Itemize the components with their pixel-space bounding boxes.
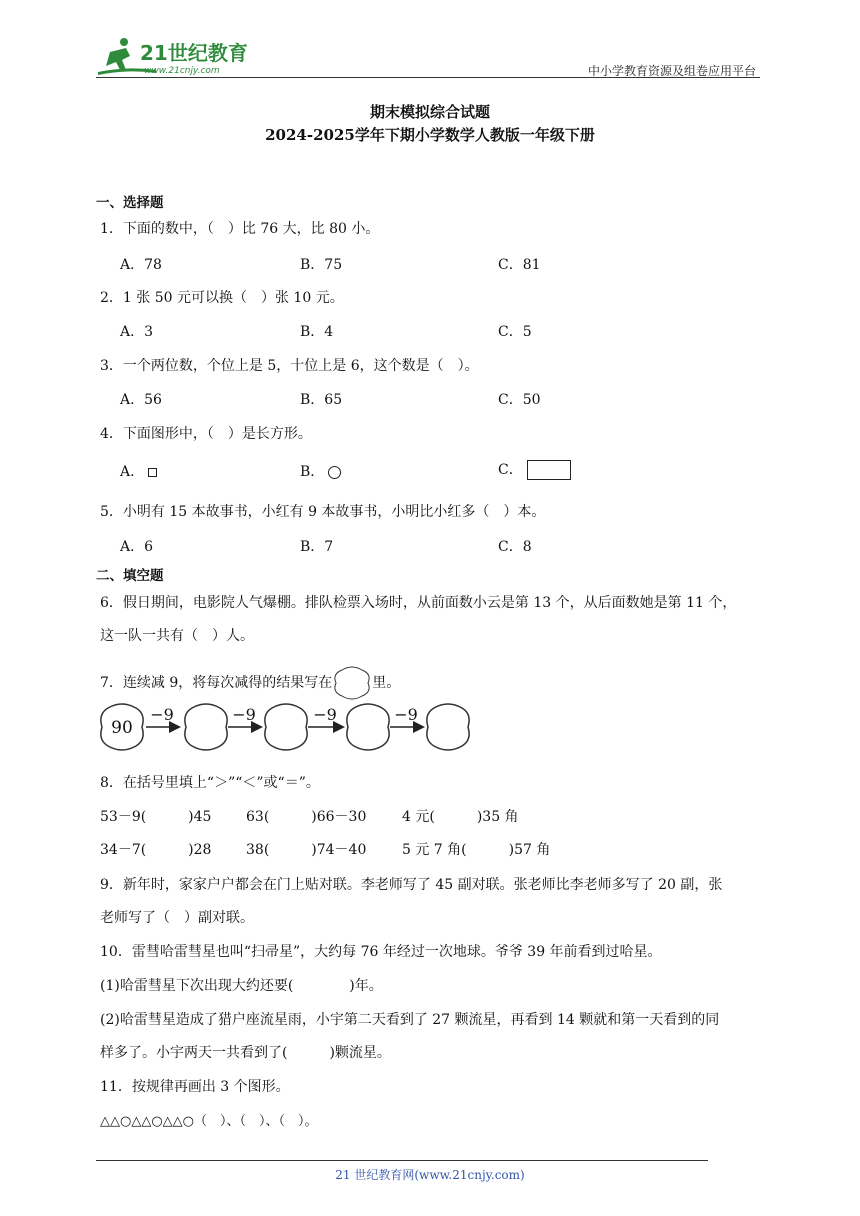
question-10: 10．雷彗哈雷彗星也叫“扫帚星”，大约每 76 年经过一次地球。爷爷 39 年前看到过哈星。 xyxy=(100,944,662,960)
cloud-shape-icon xyxy=(332,664,372,702)
footer-divider xyxy=(96,1160,708,1161)
question-6-line2: 这一队一共有（ ）人。 xyxy=(100,628,254,644)
question-7: 7．连续减 9，将每次减得的结果写在 里。 xyxy=(100,664,400,702)
site-logo xyxy=(96,36,266,78)
option-1a: A．78 xyxy=(120,257,162,273)
question-4: 4．下面图形中，（ ）是长方形。 xyxy=(100,426,312,442)
chain-op-4: −9 xyxy=(394,705,418,724)
chain-op-3: −9 xyxy=(313,705,337,724)
q8-item-2: 63( )66－30 xyxy=(246,809,367,825)
question-8: 8．在括号里填上“＞”“＜”或“＝”。 xyxy=(100,775,320,791)
option-4c: C． xyxy=(498,459,571,480)
q8-item-4: 34－7( )28 xyxy=(100,842,212,858)
option-4b: B． xyxy=(300,461,341,481)
svg-text:21世纪教育: 21世纪教育 xyxy=(140,41,248,65)
option-3c: C．50 xyxy=(498,392,541,408)
option-2c: C．5 xyxy=(498,324,532,340)
question-1: 1．下面的数中，（ ）比 76 大，比 80 小。 xyxy=(100,221,380,237)
circle-icon xyxy=(328,466,341,479)
option-5c: C．8 xyxy=(498,539,532,555)
q8-item-5: 38( )74－40 xyxy=(246,842,367,858)
footer-text: 21 世纪教育网(www.21cnjy.com) xyxy=(335,1168,525,1182)
header-divider xyxy=(96,77,760,78)
chain-start-value: 90 xyxy=(111,718,133,738)
question-11-pattern: △△○△△○△△○（ ）、（ ）、（ ）。 xyxy=(100,1114,318,1129)
rectangle-icon xyxy=(527,460,571,480)
question-3: 3．一个两位数，个位上是 5，十位上是 6，这个数是（ ）。 xyxy=(100,358,479,374)
option-1b: B．75 xyxy=(300,257,343,273)
page-subtitle: 2024-2025学年下期小学数学人教版一年级下册 xyxy=(265,126,595,144)
question-9-line1: 9．新年时，家家户户都会在门上贴对联。李老师写了 45 副对联。张老师比李老师多写了 20 副，张 xyxy=(100,877,723,893)
option-1c: C．81 xyxy=(498,257,541,273)
question-10-sub1: (1)哈雷彗星下次出现大约还要( )年。 xyxy=(100,978,383,994)
subtraction-chain xyxy=(100,702,480,752)
question-11: 11．按规律再画出 3 个图形。 xyxy=(100,1079,290,1095)
q8-item-6: 5 元 7 角( )57 角 xyxy=(402,842,551,858)
option-3a: A．56 xyxy=(120,392,162,408)
q8-item-1: 53－9( )45 xyxy=(100,809,212,825)
option-2a: A．3 xyxy=(120,324,154,340)
section-heading-fill: 二、填空题 xyxy=(96,568,164,584)
chain-op-1: −9 xyxy=(150,705,174,724)
question-10-sub2-line1: (2)哈雷彗星造成了猎户座流星雨，小宇第二天看到了 27 颗流星，再看到 14 颗就和第一天看到的同 xyxy=(100,1012,720,1028)
question-9-line2: 老师写了（ ）副对联。 xyxy=(100,910,254,926)
header-platform-text: 中小学教育资源及组卷应用平台 xyxy=(587,64,756,78)
option-5b: B．7 xyxy=(300,539,334,555)
page-title: 期末模拟综合试题 xyxy=(369,103,490,121)
option-5a: A．6 xyxy=(120,539,154,555)
question-6-line1: 6．假日期间，电影院人气爆棚。排队检票入场时，从前面数小云是第 13 个，从后面数她是第 11 个， xyxy=(100,595,737,611)
question-5: 5．小明有 15 本故事书，小红有 9 本故事书，小明比小红多（ ）本。 xyxy=(100,504,546,520)
option-2b: B．4 xyxy=(300,324,334,340)
q8-item-3: 4 元( )35 角 xyxy=(402,809,519,825)
svg-text:www.21cnjy.com: www.21cnjy.com xyxy=(144,66,220,76)
question-2: 2．1 张 50 元可以换（ ）张 10 元。 xyxy=(100,290,344,306)
question-10-sub2-line2: 样多了。小宇两天一共看到了( )颗流星。 xyxy=(100,1045,391,1061)
option-3b: B．65 xyxy=(300,392,343,408)
section-heading-choice: 一、选择题 xyxy=(96,195,164,211)
chain-op-2: −9 xyxy=(232,705,256,724)
option-4a: A． xyxy=(120,461,157,481)
small-square-icon xyxy=(148,468,157,477)
